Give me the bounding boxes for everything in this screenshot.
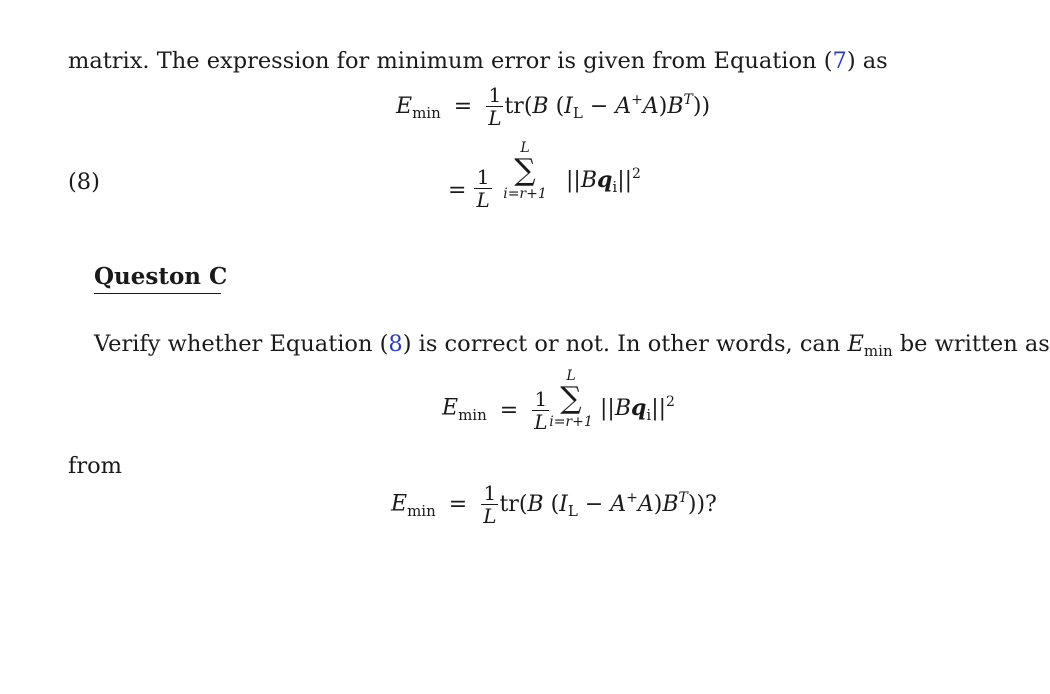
paragraph-intro: [68, 47, 888, 75]
equation-8-line-2: = $\frac{1}{L}$: [448, 165, 490, 212]
equation-trace-question: $E_{min}$ = $\frac{1}{L}$ tr(B $(I_L - A^+A)B^T$))?: [391, 481, 717, 528]
norm-expression-eq8: $||Bq_i||^2$: [566, 166, 641, 196]
summation-eq8: L ∑ i=r+1: [503, 140, 547, 202]
norm-expression-question: $||Bq_i||^2$: [600, 394, 675, 424]
e-min-symbol: $E_{min}$: [396, 93, 441, 122]
fraction-1-over-l: $\frac{1}{L}$: [488, 83, 502, 130]
trace-expression: tr(B $(I_L - A^+A)B^T$)): [504, 91, 711, 122]
summation-question: L ∑ i=r+1: [549, 368, 593, 430]
intro-text-after: ) as: [846, 48, 888, 74]
equation-8-line-1: $E_{min}$ = $\frac{1}{L}$ tr(B $(I_L - A^+A)B^T$)): [396, 83, 711, 130]
equation-label-8: (8): [68, 169, 100, 195]
equation-sum-lhs: $E_{min}$ = $\frac{1}{L}$: [442, 387, 548, 434]
paragraph-question: Verify whether Equation (8) is correct or not. In other words, can $E_{min}$ be written as: [94, 331, 1050, 360]
fraction-1-over-l-2: $\frac{1}{L}$: [476, 165, 490, 212]
section-heading: Queston C: [94, 263, 228, 290]
equation-ref-8[interactable]: 8: [388, 331, 403, 357]
from-label: from: [68, 453, 122, 479]
heading-underline: [94, 293, 221, 294]
intro-text-before: matrix. The expression for minimum error is given from Equation (: [68, 48, 833, 74]
equation-ref-7[interactable]: 7: [832, 48, 847, 74]
